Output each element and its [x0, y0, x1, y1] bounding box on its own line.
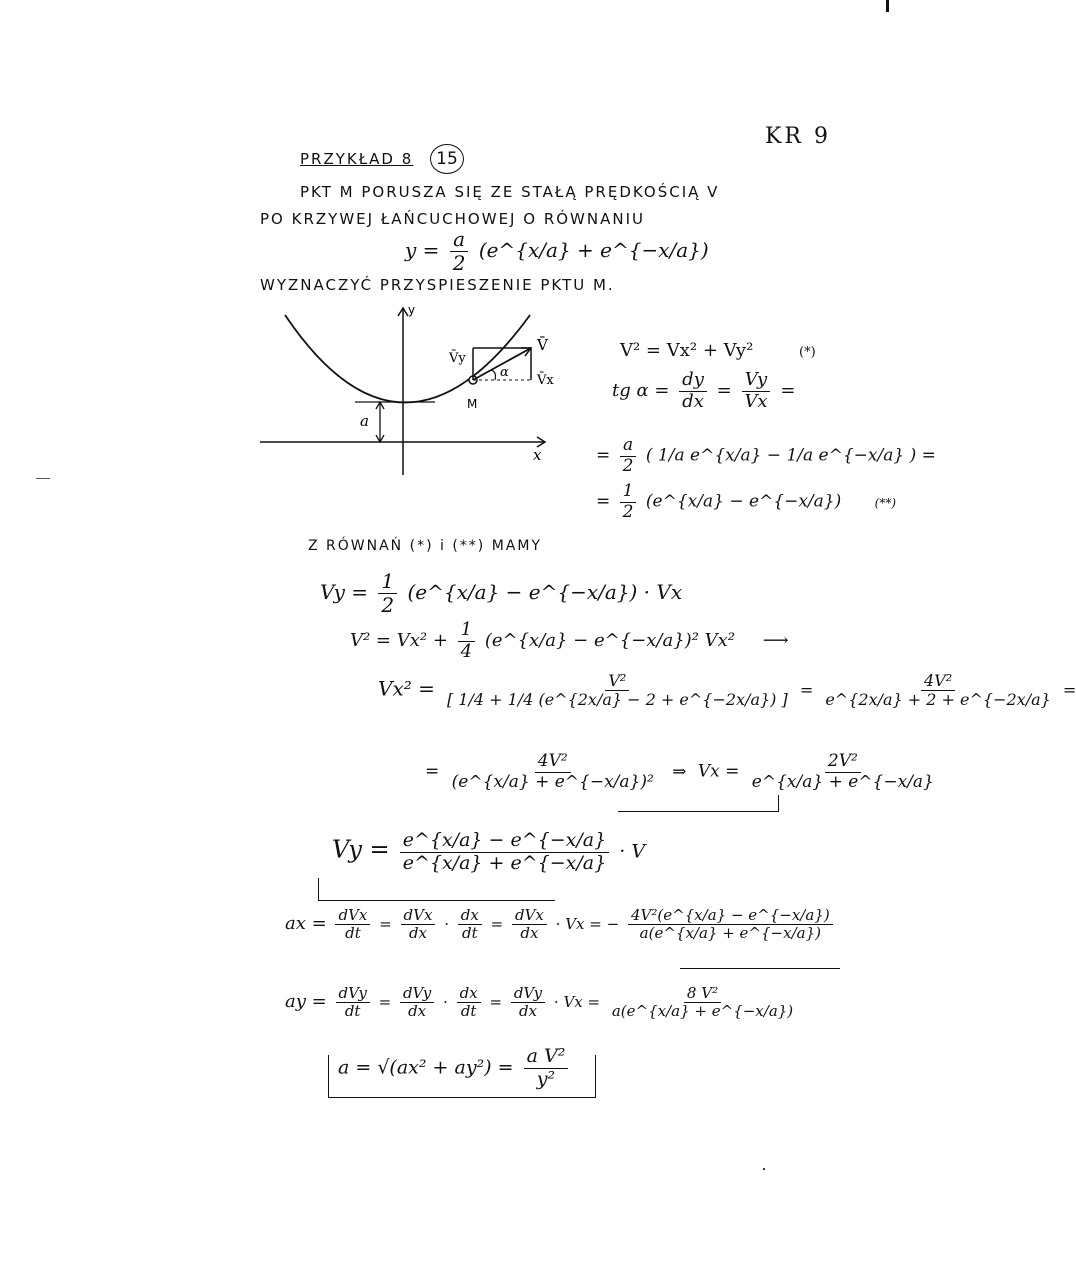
task-text: WYZNACZYĆ PRZYSPIESZENIE PKTU M.	[260, 276, 615, 294]
from-equations: Z RÓWNAŃ (*) i (**) MAMY	[308, 538, 542, 554]
example-number-text: 15	[436, 149, 458, 169]
axis-y-label: y	[408, 303, 416, 317]
derivative-line: = $\frac{a}{2}$ ( 1/a e^{x/a} − 1/a e^{−x/a} ) =	[596, 435, 936, 476]
point-m-label: M	[467, 397, 478, 411]
vx-result-box	[618, 795, 779, 812]
header-code: KR 9	[765, 124, 831, 149]
vy-final: Vy = $\frac{e\^{}\{x/a\} - e\^{}\{-x/a\}}{e\^{}\{x/a\} + e\^{}\{-x/a\}}$ · V	[332, 829, 646, 874]
title: PRZYKŁAD 8	[300, 150, 414, 168]
simplified-line: = $\frac{1}{2}$ (e^{x/a} − e^{−x/a}) (**)	[596, 481, 897, 522]
problem-line-1: PKT M PORUSZA SIĘ ZE STAŁĄ PRĘDKOŚCIĄ V	[300, 183, 720, 201]
vy-result-box	[318, 878, 555, 901]
angle-arc	[491, 370, 496, 380]
tan-relation: tg α = $\frac{dy}{dx}$ = $\frac{Vy}{Vx}$ =	[612, 369, 796, 412]
v-label: V̄	[537, 336, 548, 354]
problem-line-2: PO KRZYWEJ ŁAŃCUCHOWEJ O RÓWNANIU	[260, 210, 645, 228]
angle-label: α	[500, 365, 509, 380]
eq-star: V² = Vx² + Vy² (*)	[620, 340, 816, 361]
vy-relation: Vy = $\frac{1}{2}$ (e^{x/a} − e^{−x/a}) · Vx	[320, 569, 683, 617]
height-label: a	[360, 412, 369, 430]
ax-underline	[680, 968, 840, 969]
final-result-box	[328, 1055, 596, 1098]
vx2-relation: Vx² = $\frac{\text{V²}}{[ 1/4 + 1/4 (e\^{}\{2x/a\} - 2 + e\^{}\{-2x/a\}) ]}$ = $\frac{\text{4V²}}{e\^{}\{2x/a\} + 2 + e\^{}\{-2x/a\}}$ =	[378, 671, 1076, 710]
v2-relation: V² = Vx² + $\frac{1}{4}$ (e^{x/a} − e^{−x/a})² Vx² ⟶	[350, 619, 789, 662]
curve-equation: y = $\frac{a}{2}$ (e^{x/a} + e^{−x/a})	[405, 227, 709, 275]
vx-relation: = $\frac{\text{4V²}}{\text{(e\textasciicircum{}\{x/a\} + e\textasciicircum{}\{−x/a\})²}}$ ⇒ Vx = $\frac{\text{2V²}}{e\^{}\{x/a\} + e\^{}\{-x/a\}}$	[425, 751, 934, 792]
vy-label: V̄y	[449, 351, 466, 366]
catenary-diagram	[255, 300, 555, 480]
vx-label: V̄x	[537, 373, 554, 388]
example-number	[430, 144, 464, 174]
catenary-curve	[285, 315, 530, 403]
margin-dash	[36, 478, 50, 479]
corner-mark	[886, 0, 889, 12]
speck	[763, 1168, 765, 1170]
ay-relation: ay = $\frac{\text{dVy}}{dt}$ = $\frac{\text{dVy}}{dx}$ · $\frac{dx}{dt}$ = $\frac{\text{dVy}}{dx}$ · Vx = $\frac{\text{8 V²}}{a(e\^{}\{x/a\} + e\^{}\{-x/a\})}$	[285, 984, 794, 1021]
final-result: a = √(ax² + ay²) = $\frac{\text{a V²}}{\text{y²}}$	[338, 1046, 572, 1091]
axis-x-label: x	[533, 446, 542, 464]
ax-relation: ax = $\frac{\text{dVx}}{dt}$ = $\frac{\text{dVx}}{dx}$ · $\frac{dx}{dt}$ = $\frac{\text{dVx}}{dx}$ · Vx = − $\frac{\text{4V²(e\textasciicircum{}\{x/a\} − e\textasciicircum{}\{−x/a\})}}{a(e\^{}\{x/a\} + e\^{}\{-x/a\})}$	[285, 907, 837, 943]
